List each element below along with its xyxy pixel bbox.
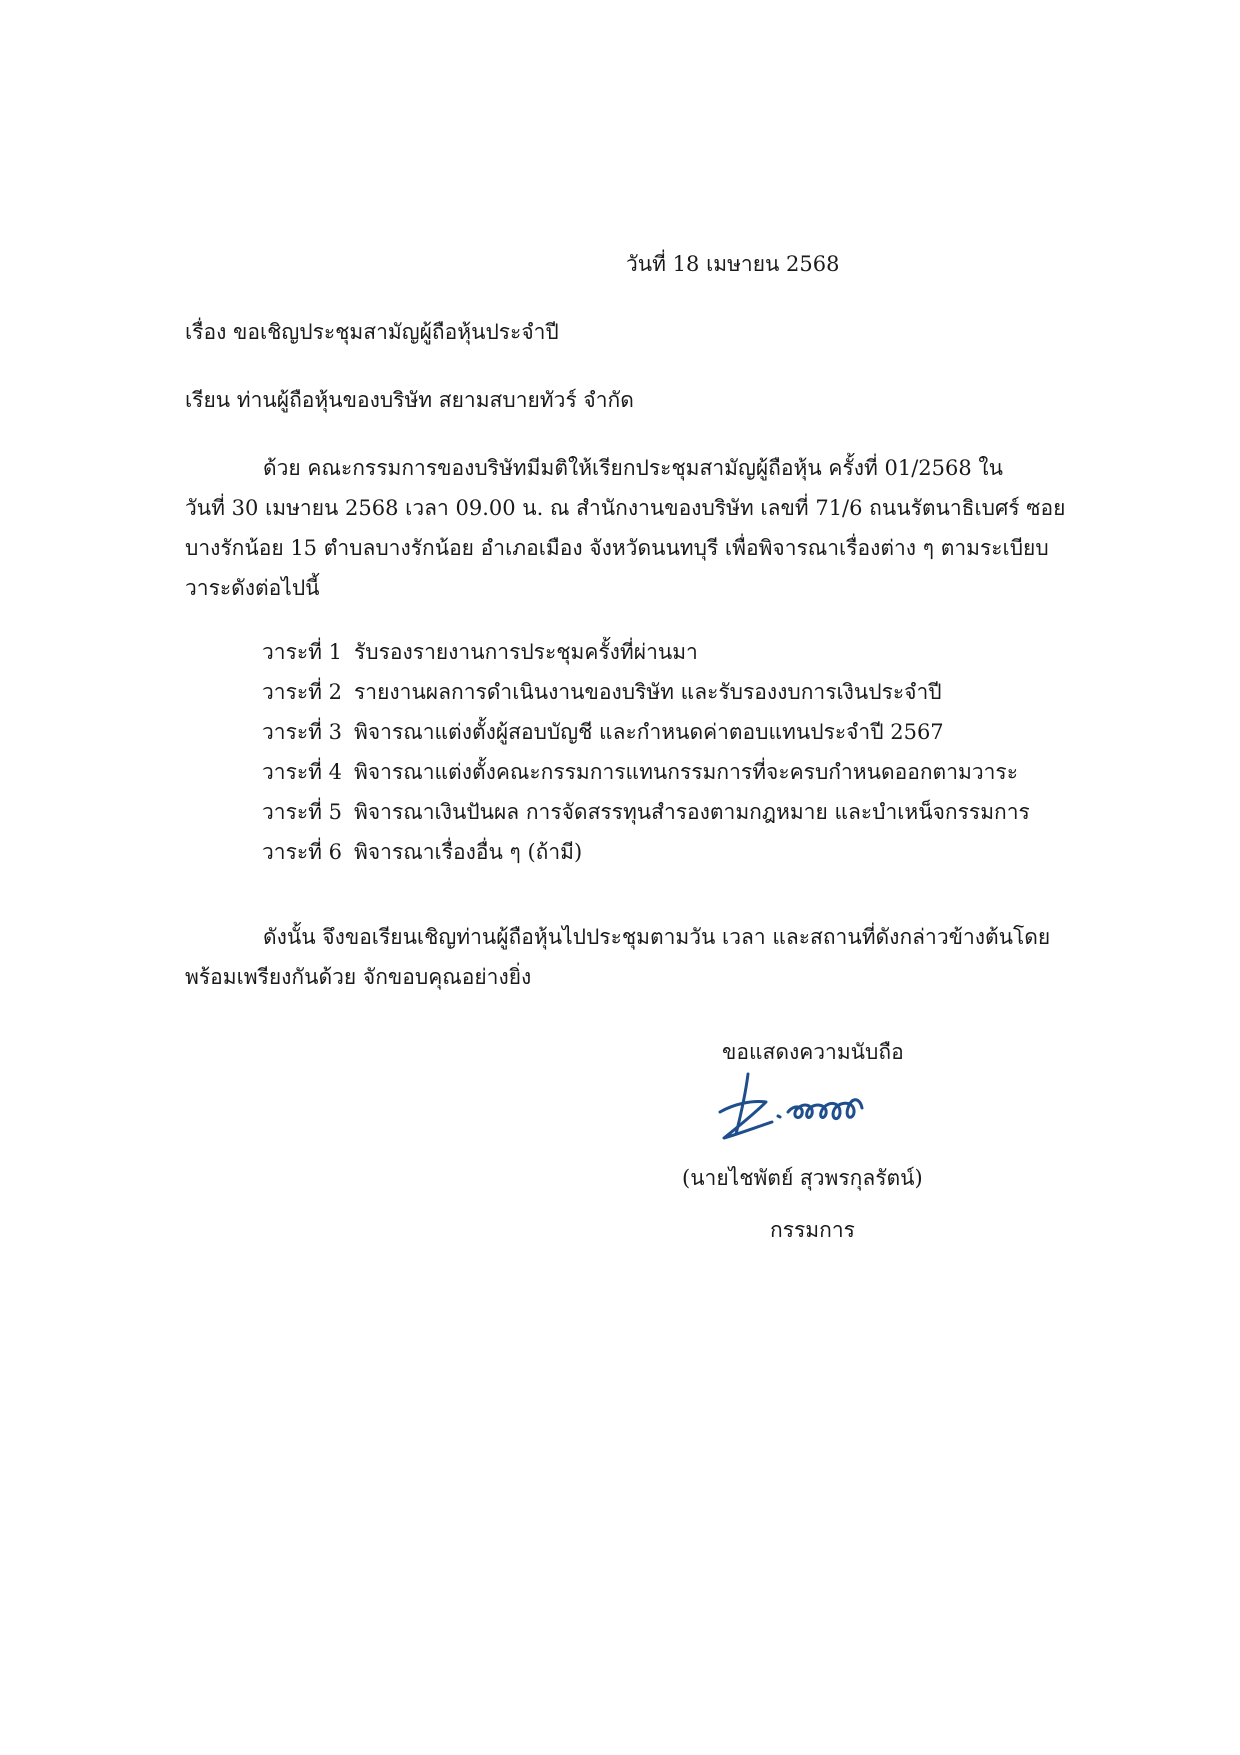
letter-date: วันที่ 18 เมษายน 2568 xyxy=(626,252,840,276)
agenda-item xyxy=(262,672,1030,712)
conclusion-paragraph xyxy=(185,917,1051,997)
agenda-item xyxy=(262,632,1030,672)
agenda-list xyxy=(262,632,1030,872)
agenda-text: รายงานผลการดำเนินงานของบริษัท และรับรองงบการเงินประจำปี xyxy=(354,680,942,704)
agenda-item xyxy=(262,752,1030,792)
agenda-text: รับรองรายงานการประชุมครั้งที่ผ่านมา xyxy=(354,640,698,664)
intro-line: วันที่ 30 เมษายน 2568 เวลา 09.00 น. ณ สำนักงานของบริษัท เลขที่ 71/6 ถนนรัตนาธิเบศร์ ซอย xyxy=(185,496,1066,520)
agenda-number: วาระที่ 4 xyxy=(262,760,343,784)
agenda-text: พิจารณาแต่งตั้งผู้สอบบัญชี และกำหนดค่าตอบแทนประจำปี 2567 xyxy=(354,720,944,744)
agenda-number: วาระที่ 3 xyxy=(262,720,343,744)
intro-paragraph xyxy=(185,448,1066,608)
agenda-number: วาระที่ 1 xyxy=(262,640,343,664)
conclusion-line: ดังนั้น จึงขอเรียนเชิญท่านผู้ถือหุ้นไปประชุมตามวัน เวลา และสถานที่ดังกล่าวข้างต้นโดย xyxy=(263,925,1051,949)
agenda-item xyxy=(262,832,1030,872)
agenda-text: พิจารณาแต่งตั้งคณะกรรมการแทนกรรมการที่จะครบกำหนดออกตามวาระ xyxy=(354,760,1018,784)
letter-subject: เรื่อง ขอเชิญประชุมสามัญผู้ถือหุ้นประจำปี xyxy=(185,320,559,344)
agenda-item xyxy=(262,792,1030,832)
intro-line: ด้วย คณะกรรมการของบริษัทมีมติให้เรียกประชุมสามัญผู้ถือหุ้น ครั้งที่ 01/2568 ใน xyxy=(263,456,1003,480)
agenda-number: วาระที่ 2 xyxy=(262,680,343,704)
closing-salutation: ขอแสดงความนับถือ xyxy=(722,1040,904,1064)
signature-drawing xyxy=(712,1068,902,1150)
intro-line: บางรักน้อย 15 ตำบลบางรักน้อย อำเภอเมือง จังหวัดนนทบุรี เพื่อพิจารณาเรื่องต่าง ๆ ตามระเบียบ xyxy=(185,536,1049,560)
handwritten-signature xyxy=(712,1068,902,1150)
agenda-number: วาระที่ 6 xyxy=(262,840,343,864)
agenda-item xyxy=(262,712,1030,752)
conclusion-line: พร้อมเพรียงกันด้วย จักขอบคุณอย่างยิ่ง xyxy=(185,965,532,989)
agenda-number: วาระที่ 5 xyxy=(262,800,343,824)
intro-line: วาระดังต่อไปนี้ xyxy=(185,576,320,600)
signer-name: (นายไชพัตย์ สุวพรกุลรัตน์) xyxy=(682,1166,923,1190)
agenda-text: พิจารณาเงินปันผล การจัดสรรทุนสำรองตามกฎหมาย และบำเหน็จกรรมการ xyxy=(354,800,1030,824)
letter-recipient: เรียน ท่านผู้ถือหุ้นของบริษัท สยามสบายทัวร์ จำกัด xyxy=(185,388,634,412)
signer-position: กรรมการ xyxy=(770,1218,855,1242)
agenda-text: พิจารณาเรื่องอื่น ๆ (ถ้ามี) xyxy=(354,840,583,864)
